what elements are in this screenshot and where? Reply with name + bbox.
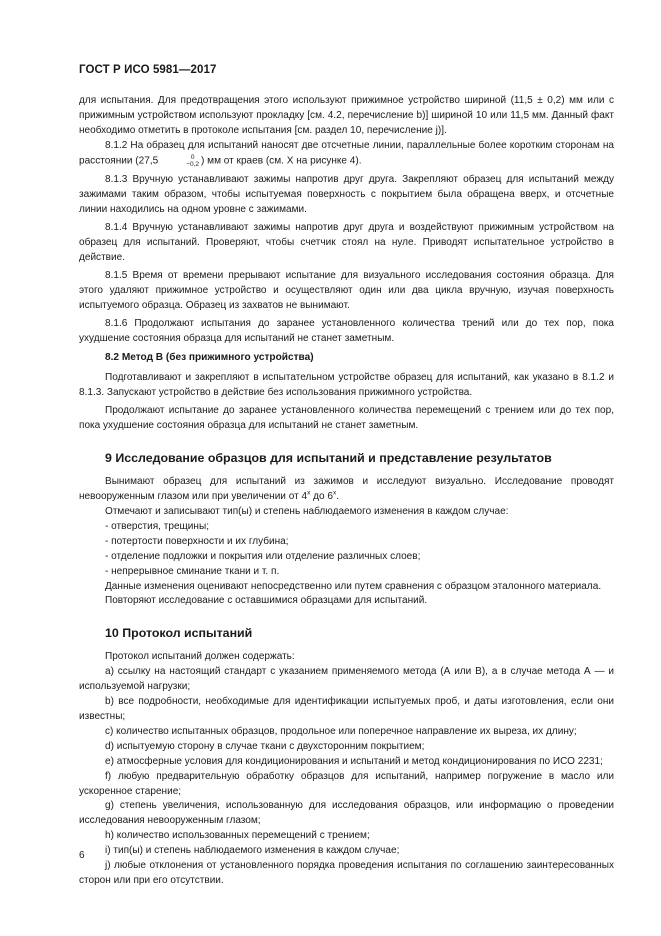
superscript-x: х (307, 489, 311, 497)
list-item: f) любую предварительную обработку образцов для испытаний, например погружение в масло или ускоренное старение; (79, 770, 614, 797)
section-9-paragraph-4: Повторяют исследование с оставшимися образцами для испытаний. (105, 595, 428, 607)
list-item: - отделение подложки и покрытия или отделение различных слоев; (105, 550, 421, 562)
paragraph-8-1-2-after: ) мм от краев (см. X на рисунке 4). (201, 155, 362, 167)
tolerance-fraction (160, 154, 199, 168)
document-body (79, 94, 614, 889)
document-header: ГОСТ Р ИСО 5981—2017 (79, 64, 217, 76)
tolerance-upper: 0 (190, 153, 195, 161)
paragraph-8-1-5: 8.1.5 Время от времени прерывают испытание для визуального исследования состояния образца. Для этого удаляют прижимное устройство и осуществляют один или два цикла вручную, изучая поверхность испытуемого образца. Образец из захватов не вынимают. (79, 270, 614, 311)
tolerance-lower: −0,2 (186, 160, 200, 168)
section-9-paragraph-2: Отмечают и записывают тип(ы) и степень наблюдаемого изменения в каждом случае: (105, 506, 509, 517)
paragraph-intro: для испытания. Для предотвращения этого используют прижимное устройство шириной (11,5 ± 0,2) мм или с прижимным устройством используют прокладку [см. 4.2, перечисление b)] шириной 10 или 11,5 мм. Данный факт необходимо отметить в протоколе испытания [см. раздел 10, перечисление j)]. (79, 95, 614, 136)
paragraph-8-1-4: 8.1.4 Вручную устанавливают зажимы напротив друг друга и воздействуют прижимным устройством на образец для испытаний. Проверяют, чтобы счетчик стоял на нуле. Приводят испытательное устройство в действие. (79, 221, 614, 263)
paragraph-8-1-2-before: 8.1.2 На образец для испытаний наносят две отсчетные линии, параллельные более коротким сторонам на расстоянии (27,5 (79, 139, 614, 167)
list-item: - непрерывное сминание ткани и т. п. (105, 565, 280, 577)
section-9-paragraph-3: Данные изменения оценивают непосредственно или путем сравнения с образцом эталонного материала. (105, 580, 602, 592)
list-item: a) ссылку на настоящий стандарт с указанием применяемого метода (А или В), а в случае метода А — и используемой нагрузки; (79, 666, 614, 693)
heading-8-2: 8.2 Метод В (без прижимного устройства) (105, 352, 314, 364)
list-item: - отверстия, трещины; (105, 520, 209, 532)
paragraph-8-1-2 (79, 139, 614, 169)
list-item: c) количество испытанных образцов, продольное или поперечное направление их выреза, их длину; (105, 725, 577, 737)
list-item: e) атмосферные условия для кондиционирования и испытаний и метод кондиционирования по ИСО 2231; (105, 755, 603, 767)
list-item: h) количество использованных перемещений с трением; (105, 830, 370, 842)
list-item: j) любые отклонения от установленного порядка проведения испытания по соглашению заинтересованных сторон или при его отсутствии. (79, 860, 614, 886)
list-item: - потертости поверхности и их глубина; (105, 535, 289, 547)
list-item: g) степень увеличения, использованную для исследования образцов, или информацию о проведении исследования невооруженным глазом; (79, 800, 614, 827)
superscript-x: х (332, 489, 337, 497)
list-item: d) испытуемую сторону в случае ткани с двухсторонним покрытием; (105, 740, 425, 752)
list-item: b) все подробности, необходимые для идентификации испытуемых проб, и даты изготовления, если они известны; (79, 696, 614, 722)
paragraph-8-1-6: 8.1.6 Продолжают испытания до заранее установленного количества трений или до тех пор, пока ухудшение состояния образца для испытаний не станет заметным. (79, 318, 614, 345)
section-10-title: 10 Протокол испытаний (105, 626, 253, 641)
section-9-paragraph-1: Вынимают образец для испытаний из зажимов и исследуют визуально. Исследование проводят невооруженным глазом или при увеличении от $4^х$ до $6^х$. (79, 476, 614, 503)
paragraph-8-1-3: 8.1.3 Вручную устанавливают зажимы напротив друг друга. Закрепляют образец для испытаний между зажимами таким образом, чтобы испытуемая поверхность с покрытием была обращена вверх, и отсчетные линии находились на одном уровне с зажимами. (79, 173, 614, 215)
paragraph-8-2-a: Подготавливают и закрепляют в испытательном устройстве образец для испытаний, как указано в 8.1.2 и 8.1.3. Запускают устройство в действие без использования прижимного устройства. (79, 372, 614, 398)
paragraph-8-2-b: Продолжают испытание до заранее установленного количества перемещений с трением или до тех пор, пока ухудшение состояния образца для испытаний не станет заметным. (79, 405, 614, 432)
section-10-lead: Протокол испытаний должен содержать: (105, 651, 295, 663)
list-item: i) тип(ы) и степень наблюдаемого изменения в каждом случае; (105, 845, 400, 857)
section-9-title: 9 Исследование образцов для испытаний и представление результатов (105, 451, 552, 466)
page-number: 6 (79, 850, 85, 861)
